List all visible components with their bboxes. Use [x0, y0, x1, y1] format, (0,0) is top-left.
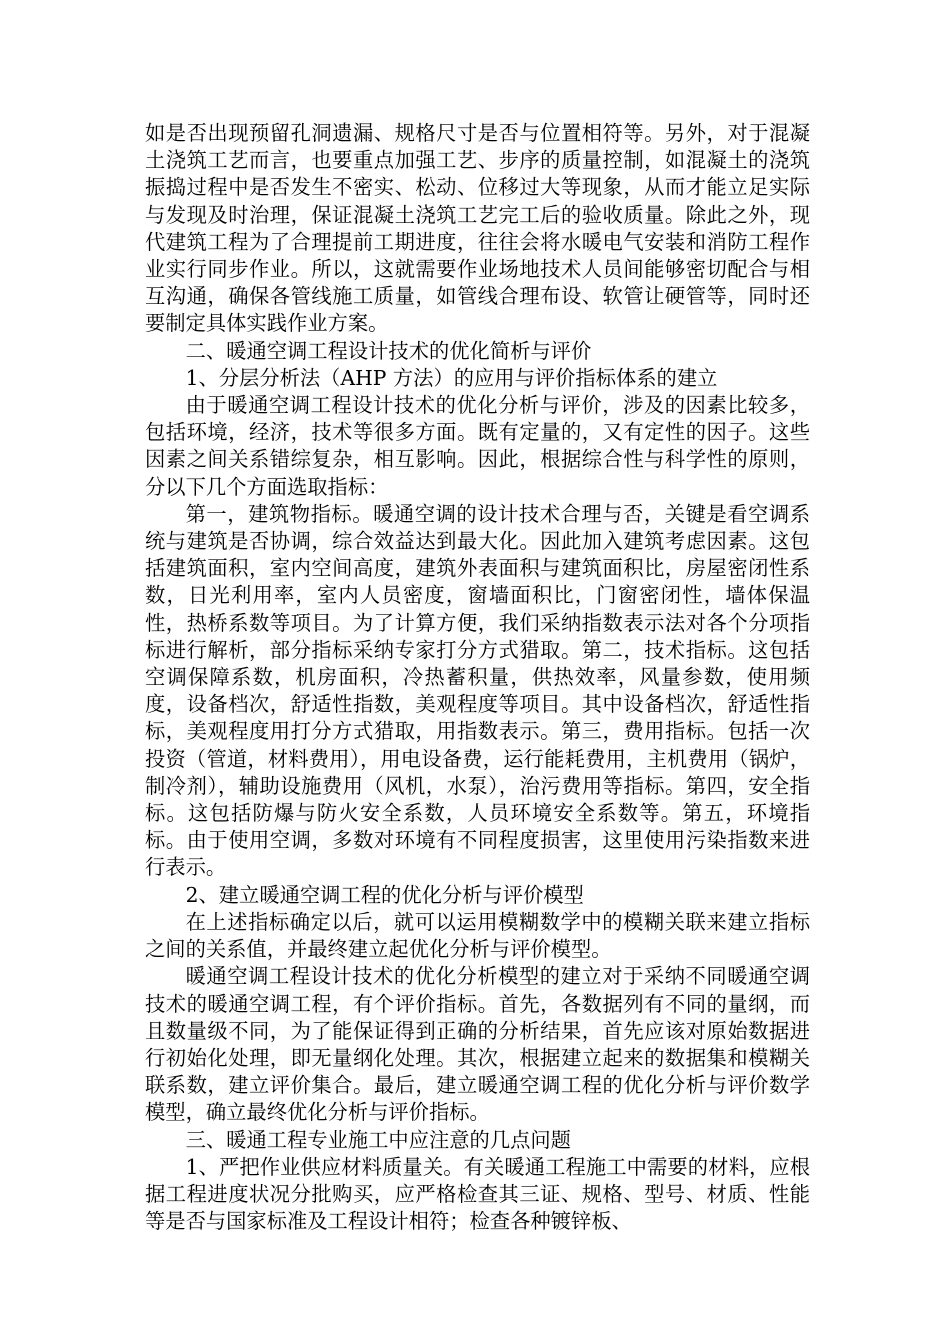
section-heading-2: 二、暖通空调工程设计技术的优化简析与评价	[185, 338, 592, 363]
section-heading-3: 三、暖通工程专业施工中应注意的几点问题	[185, 1127, 571, 1152]
paragraph-5: 暖通空调工程设计技术的优化分析模型的建立对于采纳不同暖通空调技术的暖通空调工程，有个评价指标。首先，各数据列有不同的量纲，而且数量级不同，为了能保证得到正确的分析结果，首先应该对原始数据进行初始化处理，即无量纲化处理。其次，根据建立起来的数据集和模糊关联系数，建立评价集合。最后，建立暖通空调工程的优化分析与评价数学模型，确立最终优化分析与评价指标。	[145, 964, 810, 1125]
document-body	[145, 120, 810, 1235]
paragraph-4: 在上述指标确定以后，就可以运用模糊数学中的模糊关联来建立指标之间的关系值，并最终建立起优化分析与评价模型。	[145, 909, 810, 962]
paragraph-6: 1、严把作业供应材料质量关。有关暖通工程施工中需要的材料，应根据工程进度状况分批购买，应严格检查其三证、规格、型号、材质、性能等是否与国家标准及工程设计相符；检查各种镀锌板、	[145, 1154, 810, 1234]
subsection-heading-2-2: 2、建立暖通空调工程的优化分析与评价模型	[185, 882, 584, 907]
subsection-heading-2-1: 1、分层分析法（AHP 方法）的应用与评价指标体系的建立	[185, 365, 718, 390]
paragraph-2: 由于暖通空调工程设计技术的优化分析与评价，涉及的因素比较多，包括环境，经济，技术等很多方面。既有定量的，又有定性的因子。这些因素之间关系错综复杂，相互影响。因此，根据综合性与科学性的原则，分以下几个方面选取指标：	[145, 393, 810, 499]
paragraph-3: 第一，建筑物指标。暖通空调的设计技术合理与否，关键是看空调系统与建筑是否协调，综合效益达到最大化。因此加入建筑考虑因素。这包括建筑面积，室内空间高度，建筑外表面积与建筑面积比，房屋密闭性系数，日光利用率，室内人员密度，窗墙面积比，门窗密闭性，墙体保温性，热桥系数等项目。为了计算方便，我们采纳指数表示法对各个分项指标进行解析，部分指标采纳专家打分方式猎取。第二，技术指标。这包括空调保障系数，机房面积，冷热蓄积量，供热效率，风量参数，使用频度，设备档次，舒适性指数，美观程度等项目。其中设备档次，舒适性指标，美观程度用打分方式猎取，用指数表示。第三，费用指标。包括一次投资（管道，材料费用），用电设备费，运行能耗费用，主机费用（锅炉，制冷剂），辅助设施费用（风机，水泵），治污费用等指标。第四，安全指标。这包括防爆与防火安全系数，人员环境安全系数等。第五，环境指标。由于使用空调，多数对环境有不同程度损害，这里使用污染指数来进行表示。	[145, 501, 810, 880]
paragraph-1: 如是否出现预留孔洞遗漏、规格尺寸是否与位置相符等。另外，对于混凝土浇筑工艺而言，也要重点加强工艺、步序的质量控制，如混凝土的浇筑振捣过程中是否发生不密实、松动、位移过大等现象，从而才能立足实际与发现及时治理，保证混凝土浇筑工艺完工后的验收质量。除此之外，现代建筑工程为了合理提前工期进度，往往会将水暖电气安装和消防工程作业实行同步作业。所以，这就需要作业场地技术人员间能够密切配合与相互沟通，确保各管线施工质量，如管线合理布设、软管让硬管等，同时还要制定具体实践作业方案。	[145, 121, 810, 336]
